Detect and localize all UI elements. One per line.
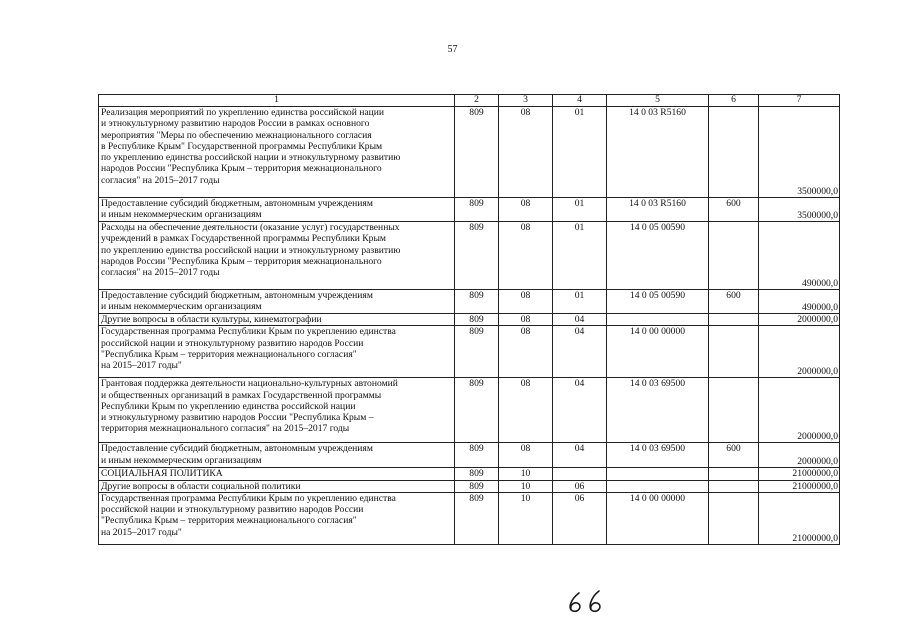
column-header-7: 7 xyxy=(759,95,840,107)
row-code-section: 10 xyxy=(499,468,553,480)
table-row xyxy=(99,326,840,378)
row-amount: 490000,0 xyxy=(759,290,840,314)
row-name: Другие вопросы в области культуры, кинематографии xyxy=(99,314,455,326)
table-row xyxy=(99,492,840,544)
row-code-target: 14 0 00 00000 xyxy=(607,326,709,378)
row-code-ministry: 809 xyxy=(455,378,499,443)
row-amount: 21000000,0 xyxy=(759,480,840,492)
row-amount: 21000000,0 xyxy=(759,492,840,544)
row-code-section: 10 xyxy=(499,492,553,544)
row-amount: 3500000,0 xyxy=(759,198,840,222)
row-code-ministry: 809 xyxy=(455,198,499,222)
row-code-subsection: 01 xyxy=(553,222,607,290)
row-code-expense-type xyxy=(709,107,759,198)
row-code-target: 14 0 03 69500 xyxy=(607,443,709,468)
row-code-ministry: 809 xyxy=(455,107,499,198)
row-name: Государственная программа Республики Крым по укреплению единства российской нации и этнокультурному развитию народов России "Республика Крым – территория межнационального согласия" на 2015–2017 годы" xyxy=(99,326,455,378)
row-code-subsection: 01 xyxy=(553,107,607,198)
row-code-section: 08 xyxy=(499,378,553,443)
row-name: Государственная программа Республики Крым по укреплению единства российской нации и этнокультурному развитию народов России "Республика Крым – территория межнационального согласия" на 2015–2017 годы" xyxy=(99,492,455,544)
row-code-ministry: 809 xyxy=(455,290,499,314)
row-code-ministry: 809 xyxy=(455,468,499,480)
row-code-section: 10 xyxy=(499,480,553,492)
row-name: СОЦИАЛЬНАЯ ПОЛИТИКА xyxy=(99,468,455,480)
row-code-subsection: 04 xyxy=(553,314,607,326)
row-code-expense-type xyxy=(709,326,759,378)
row-code-target: 14 0 03 R5160 xyxy=(607,198,709,222)
row-amount: 2000000,0 xyxy=(759,314,840,326)
row-name: Предоставление субсидий бюджетным, автономным учреждениям и иным некоммерческим организациям xyxy=(99,290,455,314)
column-header-5: 5 xyxy=(607,95,709,107)
row-code-expense-type xyxy=(709,314,759,326)
row-code-ministry: 809 xyxy=(455,222,499,290)
row-code-section: 08 xyxy=(499,326,553,378)
row-amount: 2000000,0 xyxy=(759,443,840,468)
row-code-subsection: 01 xyxy=(553,198,607,222)
row-code-subsection: 04 xyxy=(553,378,607,443)
row-code-subsection xyxy=(553,468,607,480)
table-row xyxy=(99,378,840,443)
row-code-expense-type: 600 xyxy=(709,443,759,468)
row-code-expense-type: 600 xyxy=(709,290,759,314)
row-amount: 490000,0 xyxy=(759,222,840,290)
row-code-expense-type xyxy=(709,468,759,480)
row-code-expense-type xyxy=(709,492,759,544)
row-code-ministry: 809 xyxy=(455,443,499,468)
column-header-1: 1 xyxy=(99,95,455,107)
column-header-3: 3 xyxy=(499,95,553,107)
table-row xyxy=(99,468,840,480)
row-code-section: 08 xyxy=(499,107,553,198)
row-code-subsection: 01 xyxy=(553,290,607,314)
handwritten-page-mark xyxy=(565,587,625,615)
row-code-target xyxy=(607,480,709,492)
row-name: Предоставление субсидий бюджетным, автономным учреждениям и иным некоммерческим организациям xyxy=(99,198,455,222)
row-code-ministry: 809 xyxy=(455,492,499,544)
row-code-subsection: 06 xyxy=(553,480,607,492)
row-code-target: 14 0 03 69500 xyxy=(607,378,709,443)
table-row xyxy=(99,443,840,468)
row-name: Другие вопросы в области социальной политики xyxy=(99,480,455,492)
row-name: Грантовая поддержка деятельности национально-культурных автономий и общественных организаций в рамках Государственной программы Республики Крым по укреплению единства российской нации и этнокультурному развитию народов России "Республика Крым – территория межнационального согласия" на 2015–2017 годы xyxy=(99,378,455,443)
budget-table xyxy=(98,94,840,545)
column-header-2: 2 xyxy=(455,95,499,107)
row-code-ministry: 809 xyxy=(455,326,499,378)
row-code-ministry: 809 xyxy=(455,314,499,326)
row-code-target xyxy=(607,468,709,480)
row-code-target: 14 0 05 00590 xyxy=(607,290,709,314)
table-row xyxy=(99,222,840,290)
row-code-subsection: 04 xyxy=(553,443,607,468)
row-amount: 2000000,0 xyxy=(759,378,840,443)
table-row xyxy=(99,480,840,492)
table-row xyxy=(99,107,840,198)
row-code-expense-type xyxy=(709,378,759,443)
row-name: Расходы на обеспечение деятельности (оказание услуг) государственных учреждений в рамках Государственной программы Республики Крым по укреплению единства российской нации и этнокультурному развитию народов России "Республика Крым – территория межнационального согласия" на 2015–2017 годы xyxy=(99,222,455,290)
row-code-section: 08 xyxy=(499,443,553,468)
row-amount: 2000000,0 xyxy=(759,326,840,378)
row-code-target: 14 0 00 00000 xyxy=(607,492,709,544)
row-code-target: 14 0 05 00590 xyxy=(607,222,709,290)
row-code-section: 08 xyxy=(499,290,553,314)
column-header-4: 4 xyxy=(553,95,607,107)
row-code-expense-type: 600 xyxy=(709,198,759,222)
row-amount: 21000000,0 xyxy=(759,468,840,480)
table-row xyxy=(99,314,840,326)
row-code-section: 08 xyxy=(499,314,553,326)
table-row xyxy=(99,290,840,314)
table-row xyxy=(99,198,840,222)
row-code-section: 08 xyxy=(499,222,553,290)
row-code-ministry: 809 xyxy=(455,480,499,492)
row-name: Реализация мероприятий по укреплению единства российской нации и этнокультурному развитию народов России в рамках основного мероприятия "Меры по обеспечению межнационального согласия в Республике Крым" Государственной программы Республики Крым по укреплению единства российской нации и этнокультурному развитию народов России "Республика Крым – территория межнационального согласия" на 2015–2017 годы xyxy=(99,107,455,198)
row-code-section: 08 xyxy=(499,198,553,222)
page-number: 57 xyxy=(447,44,458,55)
row-amount: 3500000,0 xyxy=(759,107,840,198)
header-row xyxy=(99,95,840,107)
row-code-subsection: 06 xyxy=(553,492,607,544)
row-code-expense-type xyxy=(709,480,759,492)
row-code-target: 14 0 03 R5160 xyxy=(607,107,709,198)
row-name: Предоставление субсидий бюджетным, автономным учреждениям и иным некоммерческим организациям xyxy=(99,443,455,468)
row-code-subsection: 04 xyxy=(553,326,607,378)
column-header-6: 6 xyxy=(709,95,759,107)
row-code-target xyxy=(607,314,709,326)
row-code-expense-type xyxy=(709,222,759,290)
